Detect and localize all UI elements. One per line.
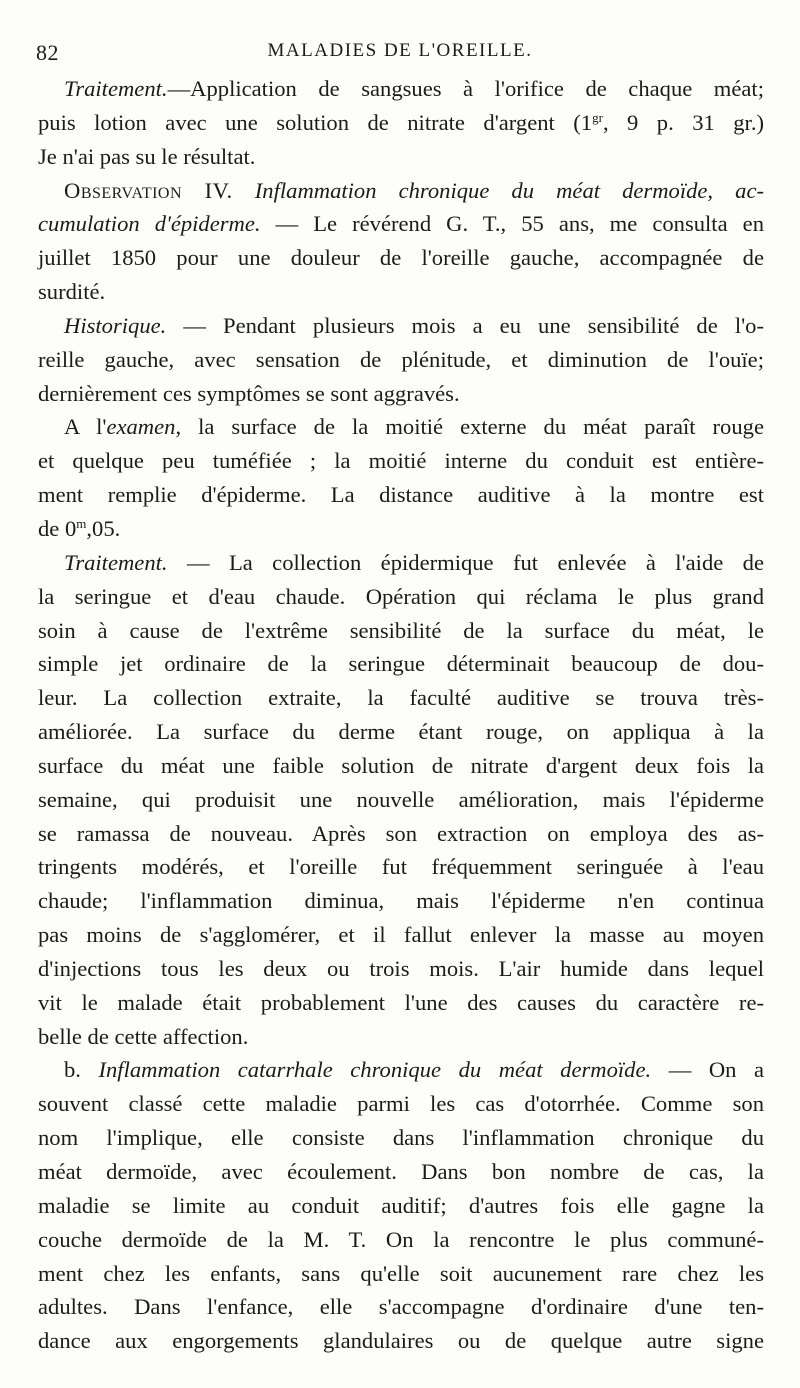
text-run: souvent classé cette maladie parmi les cas d'otorrhée. Comme son xyxy=(38,1091,764,1117)
text-run xyxy=(233,178,255,203)
text-line xyxy=(38,580,764,614)
text-line xyxy=(38,1121,764,1155)
text-line xyxy=(38,614,764,648)
text-line xyxy=(38,546,764,580)
text-line xyxy=(38,1290,764,1324)
text-line xyxy=(38,1257,764,1291)
text-run: la seringue et d'eau chaude. Opération qui réclama le plus grand xyxy=(38,583,764,609)
text-run: dernièrement ces symptômes se sont aggravés. xyxy=(38,380,460,406)
text-run: Je n'ai pas su le résultat. xyxy=(38,143,256,169)
text-line xyxy=(38,681,764,715)
text-line xyxy=(38,241,764,275)
text-run: maladie se limite au conduit auditif; d'autres fois elle gagne la xyxy=(38,1192,764,1218)
text-run: ,05. xyxy=(86,515,121,541)
text-line xyxy=(38,72,764,106)
text-run: b. xyxy=(64,1057,99,1083)
text-line xyxy=(38,512,764,546)
text-run: A l' xyxy=(64,414,107,440)
text-run: —Application de sangsues à l'orifice de chaque méat; xyxy=(167,76,764,101)
text-line xyxy=(38,106,764,140)
text-line xyxy=(38,1223,764,1257)
running-head: MALADIES DE L'OREILLE. xyxy=(267,40,533,61)
text-line xyxy=(38,207,764,241)
text-line xyxy=(38,140,764,174)
text-line xyxy=(38,884,764,918)
italic-text: Inflammation catarrhale chronique du méat dermoïde. xyxy=(98,1057,652,1083)
text-run: dance aux engorgements glandulaires ou de quelque autre signe xyxy=(38,1328,764,1354)
text-run: — On a xyxy=(651,1057,764,1083)
text-run: — Le révérend G. T., 55 ans, me consulta en xyxy=(260,211,764,237)
text-run: tringents modérés, et l'oreille fut fréquemment seringuée à l'eau xyxy=(38,854,764,880)
text-line xyxy=(38,850,764,884)
italic-text: cumulation d'épiderme. xyxy=(38,211,261,237)
text-run: simple jet ordinaire de la seringue déterminait beaucoup de dou- xyxy=(38,651,764,677)
italic-text: Inflammation chronique du méat dermoïde, ac- xyxy=(254,177,764,203)
text-line xyxy=(38,410,764,444)
superscript: m xyxy=(76,515,87,531)
text-line xyxy=(38,1155,764,1189)
text-run: surdité. xyxy=(38,279,106,305)
text-run: semaine, qui produisit une nouvelle amélioration, mais l'épiderme xyxy=(38,786,764,812)
body-text xyxy=(38,72,764,1358)
text-run: leur. La collection extraite, la faculté auditive se trouva très- xyxy=(38,685,764,711)
text-line xyxy=(38,275,764,309)
superscript: gr xyxy=(592,109,603,125)
page-number: 82 xyxy=(36,40,59,65)
text-line xyxy=(38,783,764,817)
text-line xyxy=(38,817,764,851)
text-run: reille gauche, avec sensation de plénitude, et diminution de l'ouïe; xyxy=(38,346,764,372)
text-run: couche dermoïde de la M. T. On la rencontre le plus communé- xyxy=(38,1226,764,1252)
text-run: se ramassa de nouveau. Après son extraction on employa des as- xyxy=(38,820,764,846)
text-line xyxy=(38,952,764,986)
text-line xyxy=(38,1020,764,1054)
text-line xyxy=(38,377,764,411)
text-run: nom l'implique, elle consiste dans l'inflammation chronique du xyxy=(38,1125,764,1151)
text-run: belle de cette affection. xyxy=(38,1023,249,1049)
text-run: ment remplie d'épiderme. La distance auditive à la montre est xyxy=(38,482,764,508)
text-run: d'injections tous les deux ou trois mois. L'air humide dans lequel xyxy=(38,955,764,981)
text-line xyxy=(38,1053,764,1087)
italic-text: examen xyxy=(106,414,176,440)
text-line xyxy=(38,986,764,1020)
text-run: vit le malade était probablement l'une des causes du caractère re- xyxy=(38,989,764,1015)
italic-text: Traitement. xyxy=(64,76,168,101)
text-line xyxy=(38,647,764,681)
text-line xyxy=(38,1087,764,1121)
small-caps-text: Observation IV. xyxy=(64,177,233,203)
text-line xyxy=(38,478,764,512)
text-run: adultes. Dans l'enfance, elle s'accompagne d'ordinaire d'une ten- xyxy=(38,1294,764,1320)
text-run: améliorée. La surface du derme étant rouge, on appliqua à la xyxy=(38,719,764,745)
text-run: ment chez les enfants, sans qu'elle soit aucunement rare chez les xyxy=(38,1260,764,1286)
text-run: méat dermoïde, avec écoulement. Dans bon nombre de cas, la xyxy=(38,1159,764,1184)
text-line xyxy=(38,309,764,343)
text-line xyxy=(38,1189,764,1223)
text-run: soin à cause de l'extrême sensibilité de la surface du méat, le xyxy=(38,617,764,643)
text-line xyxy=(38,715,764,749)
text-run: surface du méat une faible solution de nitrate d'argent deux fois la xyxy=(38,752,764,778)
page-header xyxy=(36,34,764,68)
text-line xyxy=(38,444,764,478)
italic-text: Traitement. xyxy=(64,549,168,575)
text-run: pas moins de s'agglomérer, et il fallut enlever la masse au moyen xyxy=(38,922,764,948)
italic-text: Historique. xyxy=(64,312,167,338)
text-run: , la surface de la moitié externe du méat paraît rouge xyxy=(175,414,764,440)
text-run: et quelque peu tuméfiée ; la moitié interne du conduit est entière- xyxy=(38,448,764,474)
text-line xyxy=(38,174,764,208)
text-line xyxy=(38,918,764,952)
text-run: — Pendant plusieurs mois a eu une sensibilité de l'o- xyxy=(166,312,764,338)
text-line xyxy=(38,1324,764,1358)
text-line xyxy=(38,343,764,377)
text-run: , 9 p. 31 gr.) xyxy=(602,109,765,135)
text-run: — La collection épidermique fut enlevée à l'aide de xyxy=(167,549,764,575)
text-run: puis lotion avec une solution de nitrate d'argent (1 xyxy=(38,109,593,135)
text-run: chaude; l'inflammation diminua, mais l'épiderme n'en continua xyxy=(38,888,764,914)
text-line xyxy=(38,749,764,783)
text-run: de 0 xyxy=(38,515,77,541)
text-run: juillet 1850 pour une douleur de l'oreille gauche, accompagnée de xyxy=(38,245,764,271)
